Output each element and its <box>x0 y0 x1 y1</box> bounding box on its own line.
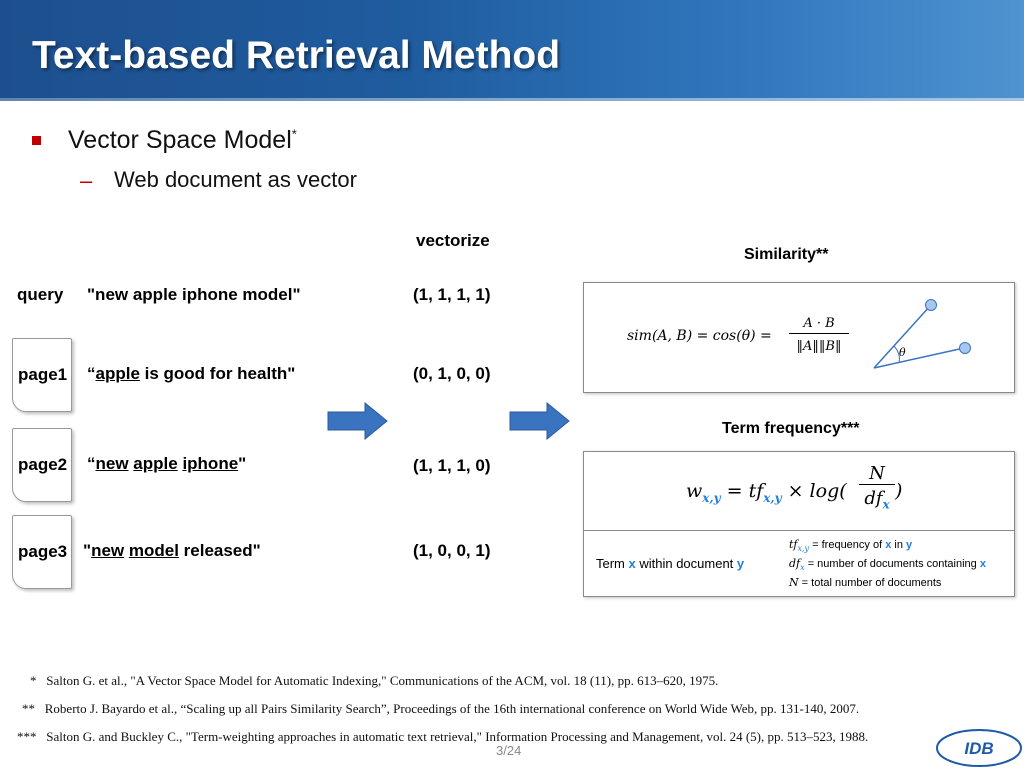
df-symbol: df <box>864 488 883 509</box>
page1-vector: (0, 1, 0, 0) <box>413 364 491 383</box>
theta-label: θ <box>899 346 906 359</box>
term-model: model <box>128 541 179 560</box>
quote: " <box>83 541 92 560</box>
legend-symbol: tf <box>789 538 798 551</box>
legend-sub: x <box>800 563 805 573</box>
similarity-lhs: sim(A, B) = cos(θ) = <box>627 328 772 344</box>
ref-mark: ** <box>22 701 35 716</box>
similarity-title: Similarity** <box>744 246 829 263</box>
term-frequency-title: Term frequency*** <box>722 420 860 437</box>
subscript-xy: x,y <box>702 490 721 505</box>
slide-title: Text-based Retrieval Method <box>32 34 561 77</box>
close-paren: ) <box>895 480 903 502</box>
ref-text: Salton G. and Buckley C., "Term-weighting approaches in automatic text retrieval," Information Processing and Management, vol. 24 (5), pp. 513–523, 1988. <box>46 729 869 744</box>
w-symbol: w <box>686 480 703 502</box>
similarity-numerator: A · B <box>789 316 849 334</box>
legend-x: x <box>979 558 986 570</box>
ref-text: Roberto J. Bayardo et al., “Scaling up all Pairs Similarity Search”, Proceedings of the 16th international conference on World Wide Web, pp. 131-140, 2007. <box>44 701 860 716</box>
bullet-vector-space-model <box>68 126 297 155</box>
legend-text: = frequency of <box>809 539 886 551</box>
desc-text: Term <box>596 556 629 571</box>
quote: " <box>238 454 247 473</box>
legend-sub: x,y <box>797 544 810 554</box>
logo-text: IDB <box>964 739 994 758</box>
bullet-text: Vector Space Model <box>68 126 292 154</box>
term-iphone: iphone <box>182 454 239 473</box>
idb-logo <box>934 726 1024 768</box>
desc-y: y <box>736 556 745 571</box>
legend-n <box>789 576 941 589</box>
ref-mark: * <box>30 673 37 688</box>
page3-label: page3 <box>18 542 68 561</box>
term-frequency-panel <box>583 451 1015 597</box>
page1-label: page1 <box>18 365 68 384</box>
vector-angle-icon <box>864 291 974 376</box>
legend-tf <box>789 538 912 553</box>
page1-rest: is good for health" <box>139 364 296 383</box>
legend-x: x <box>885 539 892 551</box>
footnote-mark: * <box>291 126 297 142</box>
bullet-square-icon <box>32 136 41 145</box>
legend-text: in <box>891 539 907 551</box>
bullet-web-document: Web document as vector <box>114 167 357 192</box>
term-apple: apple <box>95 364 140 383</box>
similarity-panel <box>583 282 1015 393</box>
desc-x: x <box>628 556 636 571</box>
legend-symbol: df <box>789 557 801 570</box>
page3-text <box>83 541 261 561</box>
page3-vector: (1, 0, 0, 1) <box>413 541 491 560</box>
page2-vector: (1, 1, 1, 0) <box>413 456 491 475</box>
legend-text: = total number of documents <box>798 577 942 589</box>
quote: “ <box>87 454 96 473</box>
query-vector: (1, 1, 1, 1) <box>413 285 491 304</box>
tfidf-formula <box>686 480 847 505</box>
page1-card <box>12 338 72 412</box>
log-symbol: × log( <box>781 480 847 502</box>
quote: “ <box>87 364 96 383</box>
subscript-xy: x,y <box>763 490 782 505</box>
vectorize-label: vectorize <box>416 231 490 250</box>
fraction-denominator <box>859 488 895 512</box>
legend-df <box>789 557 986 572</box>
page3-rest: released" <box>178 541 261 560</box>
query-text: "new apple iphone model" <box>87 285 301 304</box>
page-number: 3/24 <box>496 743 522 758</box>
page2-label: page2 <box>18 455 68 474</box>
term-description <box>596 556 744 571</box>
subscript-x: x <box>882 497 890 512</box>
dash-icon: – <box>80 168 93 193</box>
similarity-denominator: ‖A‖‖B‖ <box>796 339 842 354</box>
reference-1 <box>30 673 718 689</box>
page3-card <box>12 515 72 589</box>
reference-3 <box>17 729 868 745</box>
ref-mark: *** <box>17 729 37 744</box>
term-new: new <box>95 454 129 473</box>
legend-y: y <box>906 539 913 551</box>
tf-symbol: = tf <box>720 480 764 502</box>
legend-text: = number of documents containing <box>804 558 980 570</box>
divider <box>584 530 1014 531</box>
legend-symbol: N <box>789 576 799 589</box>
query-label: query <box>17 285 64 304</box>
ref-text: Salton G. et al., "A Vector Space Model for Automatic Indexing," Communications of the ACM, vol. 18 (11), pp. 613–620, 1975. <box>46 673 719 688</box>
right-arrow-icon <box>327 402 389 440</box>
page1-text <box>87 364 295 384</box>
reference-2 <box>22 701 859 717</box>
page2-card <box>12 428 72 502</box>
term-new: new <box>91 541 125 560</box>
fraction-numerator: N <box>859 463 895 485</box>
page2-text <box>87 454 246 474</box>
right-arrow-icon <box>509 402 571 440</box>
desc-text: within document <box>635 556 737 571</box>
term-apple: apple <box>133 454 178 473</box>
